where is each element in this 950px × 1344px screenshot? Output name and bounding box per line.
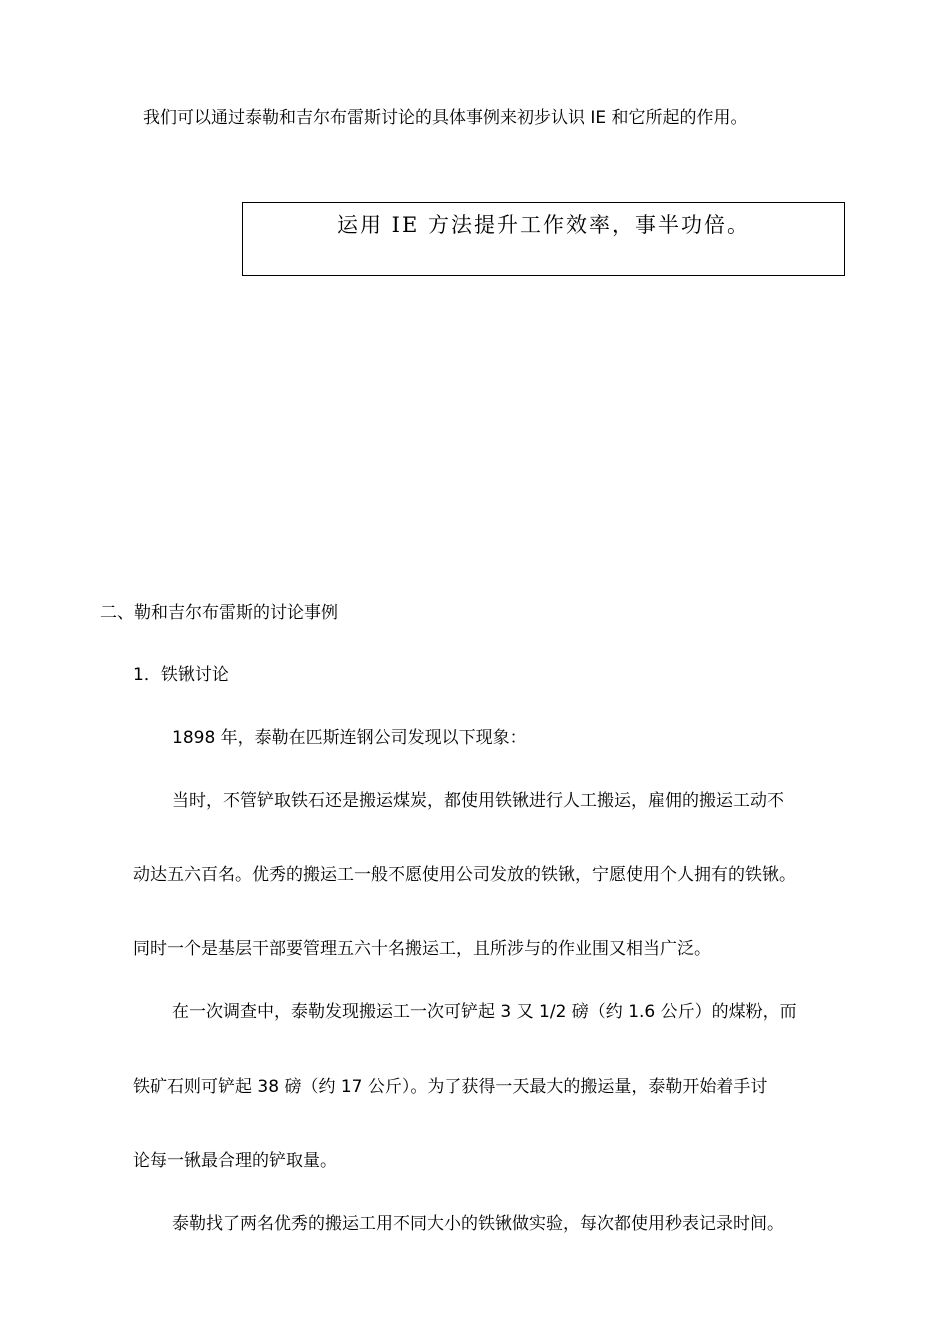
callout-text: 运用 IE 方法提升工作效率，事半功倍。 [337, 213, 750, 237]
subsection-heading: 1．铁锹讨论 [133, 665, 229, 685]
paragraph-3-line-3: 论每一锹最合理的铲取量。 [133, 1151, 337, 1171]
section-heading: 二、勒和吉尔布雷斯的讨论事例 [100, 603, 338, 623]
paragraph-1: 1898 年，泰勒在匹斯连钢公司发现以下现象： [172, 728, 527, 748]
paragraph-4: 泰勒找了两名优秀的搬运工用不同大小的铁锹做实验，每次都使用秒表记录时间。 [172, 1214, 784, 1234]
paragraph-2-line-1: 当时，不管铲取铁石还是搬运煤炭，都使用铁锹进行人工搬运，雇佣的搬运工动不 [172, 791, 784, 811]
intro-paragraph: 我们可以通过泰勒和吉尔布雷斯讨论的具体事例来初步认识 IE 和它所起的作用。 [143, 108, 748, 128]
paragraph-2-line-2: 动达五六百名。优秀的搬运工一般不愿使用公司发放的铁锹，宁愿使用个人拥有的铁锹。 [133, 865, 796, 885]
callout-box [242, 202, 845, 276]
paragraph-2-line-3: 同时一个是基层干部要管理五六十名搬运工，且所涉与的作业围又相当广泛。 [133, 939, 711, 959]
paragraph-3-line-2: 铁矿石则可铲起 38 磅（约 17 公斤）。为了获得一天最大的搬运量，泰勒开始着手讨 [133, 1077, 768, 1097]
paragraph-3-line-1: 在一次调查中，泰勒发现搬运工一次可铲起 3 又 1/2 磅（约 1.6 公斤）的煤粉，而 [172, 1002, 797, 1022]
